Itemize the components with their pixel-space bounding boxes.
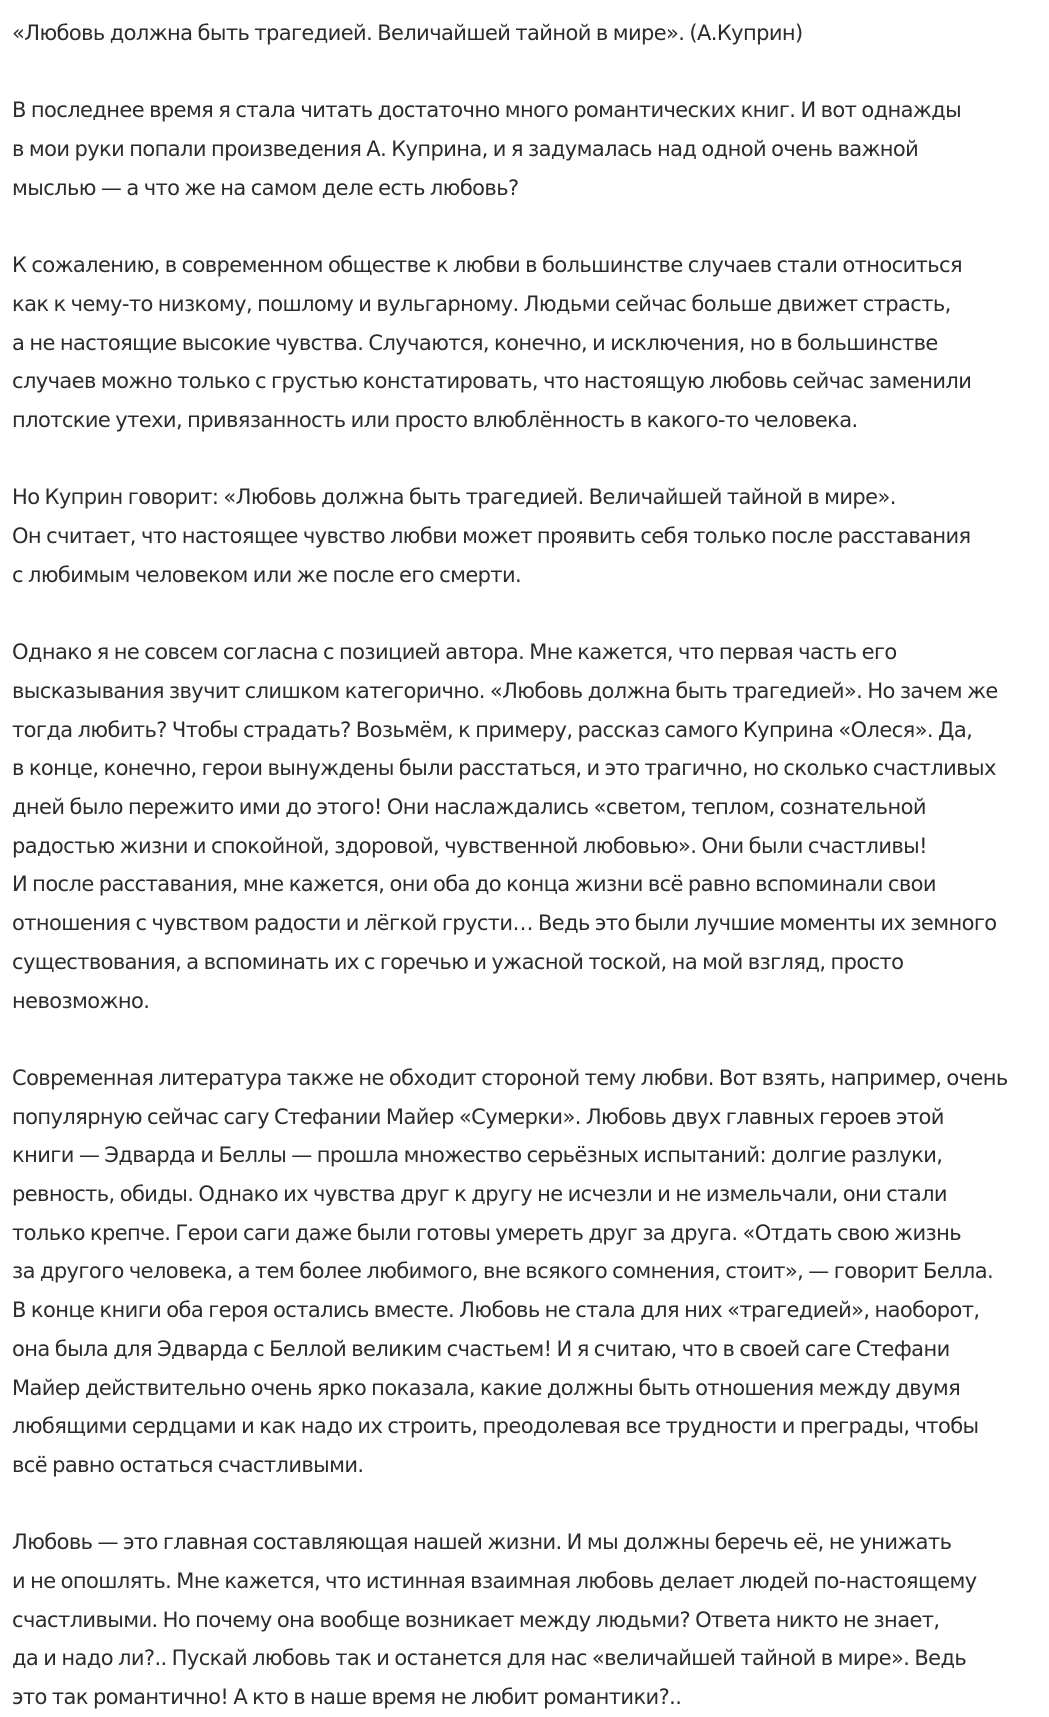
- paragraph-4: Однако я не совсем согласна с позицией автора. Мне кажется, что первая часть его высказывания звучит слишком категорично. «Любовь должна быть трагедией». Но зачем же тогда любить? Чтобы страдать? Возьмём, к примеру, рассказ самого Куприна «Олеся». Да, в конце, конечно, герои вынуждены были расстаться, и это трагично, но сколько счастливых дней было пережито ими до этого! Они наслаждались «светом, теплом, сознательной радостью жизни и спокойной, здоровой, чувственной любовью». Они были счастливы! И после расставания, мне кажется, они оба до конца жизни всё равно вспоминали свои отношения с чувством радости и лёгкой грусти… Ведь это были лучшие моменты их земного существования, а вспоминать их с горечью и ужасной тоской, на мой взгляд, просто невозможно.: [12, 640, 998, 1013]
- paragraph-5: Современная литература также не обходит стороной тему любви. Вот взять, например, очень популярную сейчас сагу Стефании Майер «Сумерки». Любовь двух главных героев этой книги — Эдварда и Беллы — прошла множество серьёзных испытаний: долгие разлуки, ревность, обиды. Однако их чувства друг к другу не исчезли и не измельчали, они стали только крепче. Герои саги даже были готовы умереть друг за друга. «Отдать свою жизнь за другого человека, а тем более любимого, вне всякого сомнения, стоит», — говорит Белла. В конце книги оба героя остались вместе. Любовь не стала для них «трагедией», наоборот, она была для Эдварда с Беллой великим счастьем! И я считаю, что в своей саге Стефани Майер действительно очень ярко показала, какие должны быть отношения между двумя любящими сердцами и как надо их строить, преодолевая все трудности и преграды, чтобы всё равно остаться счастливыми.: [12, 1065, 1008, 1477]
- paragraph-3: Но Куприн говорит: «Любовь должна быть трагедией. Величайшей тайной в мире». Он считает, что настоящее чувство любви может проявить себя только после расставания с любимым человеком или же после его смерти.: [12, 485, 971, 587]
- paragraph-1: В последнее время я стала читать достаточно много романтических книг. И вот однажды в мои руки попали произведения А. Куприна, и я задумалась над одной очень важной мыслью — а что же на самом деле есть любовь?: [12, 98, 962, 200]
- paragraph-6: Любовь — это главная составляющая нашей жизни. И мы должны беречь её, не унижать и не опошлять. Мне кажется, что истинная взаимная любовь делает людей по-настоящему счастливыми. Но почему она вообще возникает между людьми? Ответа никто не знает, да и надо ли?.. Пускай любовь так и останется для нас «величайшей тайной в мире». Ведь это так романтично! А кто в наше время не любит романтики?..: [12, 1530, 977, 1710]
- epigraph: «Любовь должна быть трагедией. Величайшей тайной в мире». (А.Куприн): [12, 21, 803, 45]
- essay-text: [12, 14, 1042, 1717]
- paragraph-2: К сожалению, в современном обществе к любви в большинстве случаев стали относиться как к чему-то низкому, пошлому и вульгарному. Людьми сейчас больше движет страсть, а не настоящие высокие чувства. Случаются, конечно, и исключения, но в большинстве случаев можно только с грустью констатировать, что настоящую любовь сейчас заменили плотские утехи, привязанность или просто влюблённость в какого-то человека.: [12, 253, 972, 432]
